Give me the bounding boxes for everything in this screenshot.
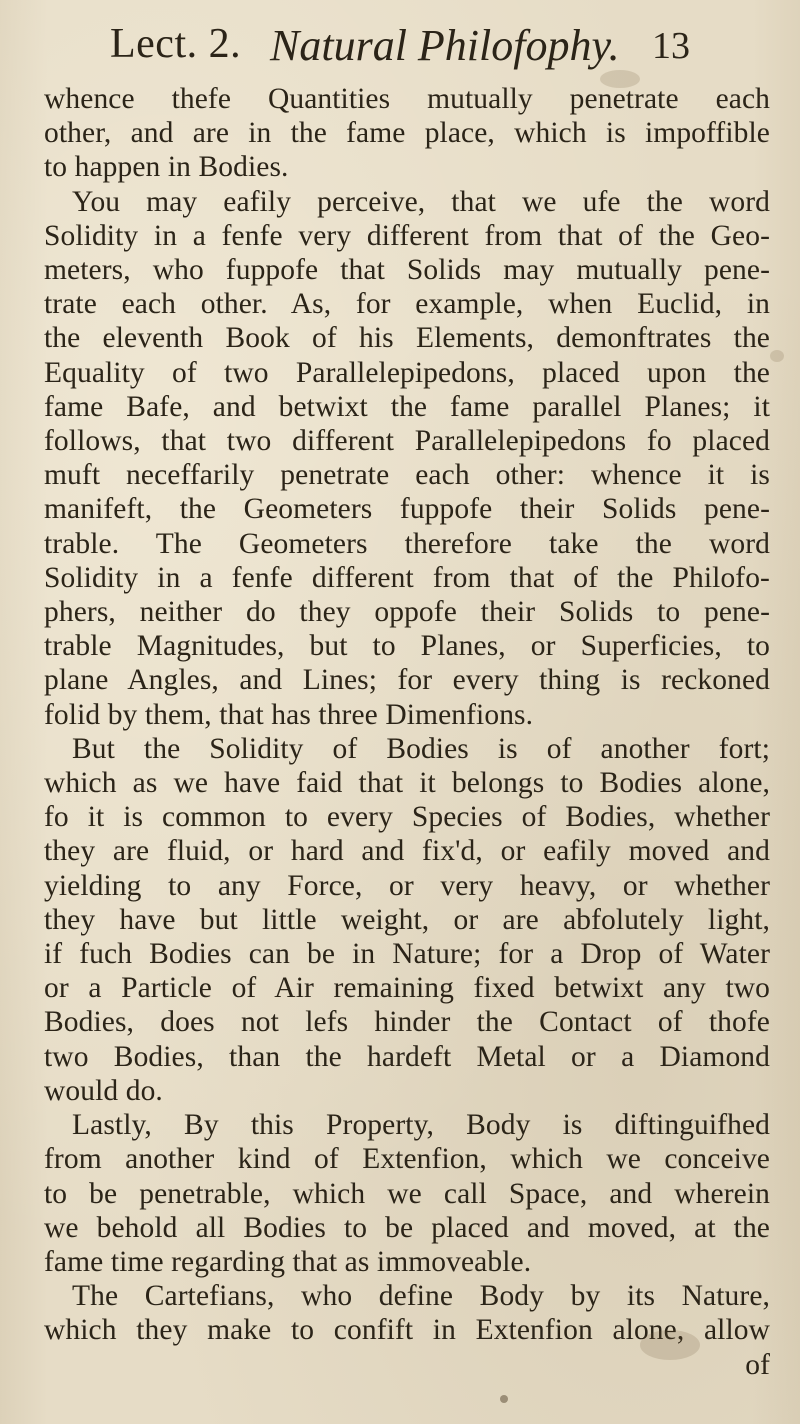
text-line: the eleventh Book of his Elements, demonftrates the — [44, 322, 770, 355]
text-line: plane Angles, and Lines; for every thing is reckoned — [44, 664, 770, 697]
catchword: of — [745, 1348, 770, 1381]
text-line: manifeft, the Geometers fuppofe their Solids pene- — [44, 493, 770, 526]
text-line: follows, that two different Parallelepipedons fo placed — [44, 425, 770, 458]
text-line: fame Bafe, and betwixt the fame parallel Planes; it — [44, 390, 770, 423]
text-line: meters, who fuppofe that Solids may mutually pene- — [44, 254, 770, 287]
text-line: which they make to confift in Extenfion alone, allow — [44, 1314, 770, 1347]
text-line: they are fluid, or hard and fix'd, or eafily moved and — [44, 835, 770, 868]
text-line: Solidity in a fenfe very different from that of the Geo- — [44, 219, 770, 252]
text-line: You may eafily perceive, that we ufe the word — [72, 185, 770, 218]
paper-stain — [500, 1395, 508, 1403]
text-line: would do. — [44, 1074, 163, 1107]
text-line: to happen in Bodies. — [44, 151, 289, 184]
text-line: from another kind of Extenfion, which we conceive — [44, 1143, 770, 1176]
text-line: Equality of two Parallelepipedons, placed upon the — [44, 356, 770, 389]
running-title: Natural Philofophy. — [270, 21, 620, 70]
text-line: yielding to any Force, or very heavy, or whether — [44, 869, 770, 902]
text-line: or a Particle of Air remaining fixed betwixt any two — [44, 972, 770, 1005]
text-line: other, and are in the fame place, which is impoffible — [44, 117, 770, 150]
body-text — [44, 82, 770, 1382]
text-line: trable Magnitudes, but to Planes, or Superficies, to — [44, 630, 770, 663]
text-line: fo it is common to every Species of Bodies, whether — [44, 801, 770, 834]
text-line: Solidity in a fenfe different from that of the Philofo- — [44, 561, 770, 594]
text-line: muft neceffarily penetrate each other: whence it is — [44, 459, 770, 492]
text-line: they have but little weight, or are abfolutely light, — [44, 903, 770, 936]
text-line: folid by them, that has three Dimenfions. — [44, 698, 534, 731]
paper-stain — [600, 70, 640, 88]
text-line: we behold all Bodies to be placed and moved, at the — [44, 1211, 770, 1244]
text-line: to be penetrable, which we call Space, and wherein — [44, 1177, 770, 1210]
text-line: Lastly, By this Property, Body is diftinguifhed — [72, 1109, 770, 1142]
lecture-number: Lect. 2. — [110, 21, 242, 67]
text-line: if fuch Bodies can be in Nature; for a Drop of Water — [44, 938, 770, 971]
paper-stain — [640, 1330, 700, 1360]
text-line: whence thefe Quantities mutually penetrate each — [44, 83, 770, 115]
text-line: trate each other. As, for example, when Euclid, in — [44, 288, 770, 321]
text-line: The Cartefians, who define Body by its Nature, — [72, 1280, 770, 1313]
text-line: phers, neither do they oppofe their Solids to pene- — [44, 596, 770, 629]
text-line: But the Solidity of Bodies is of another fort; — [72, 732, 770, 765]
paper-stain — [770, 350, 784, 362]
text-line: two Bodies, than the hardeft Metal or a Diamond — [44, 1040, 770, 1073]
text-line: which as we have faid that it belongs to Bodies alone, — [44, 767, 770, 800]
text-line: Bodies, does not lefs hinder the Contact of thofe — [44, 1006, 770, 1039]
text-line: trable. The Geometers therefore take the word — [44, 527, 770, 560]
text-line: fame time regarding that as immoveable. — [44, 1245, 532, 1278]
running-head — [110, 14, 690, 76]
page-number: 13 — [652, 25, 690, 67]
